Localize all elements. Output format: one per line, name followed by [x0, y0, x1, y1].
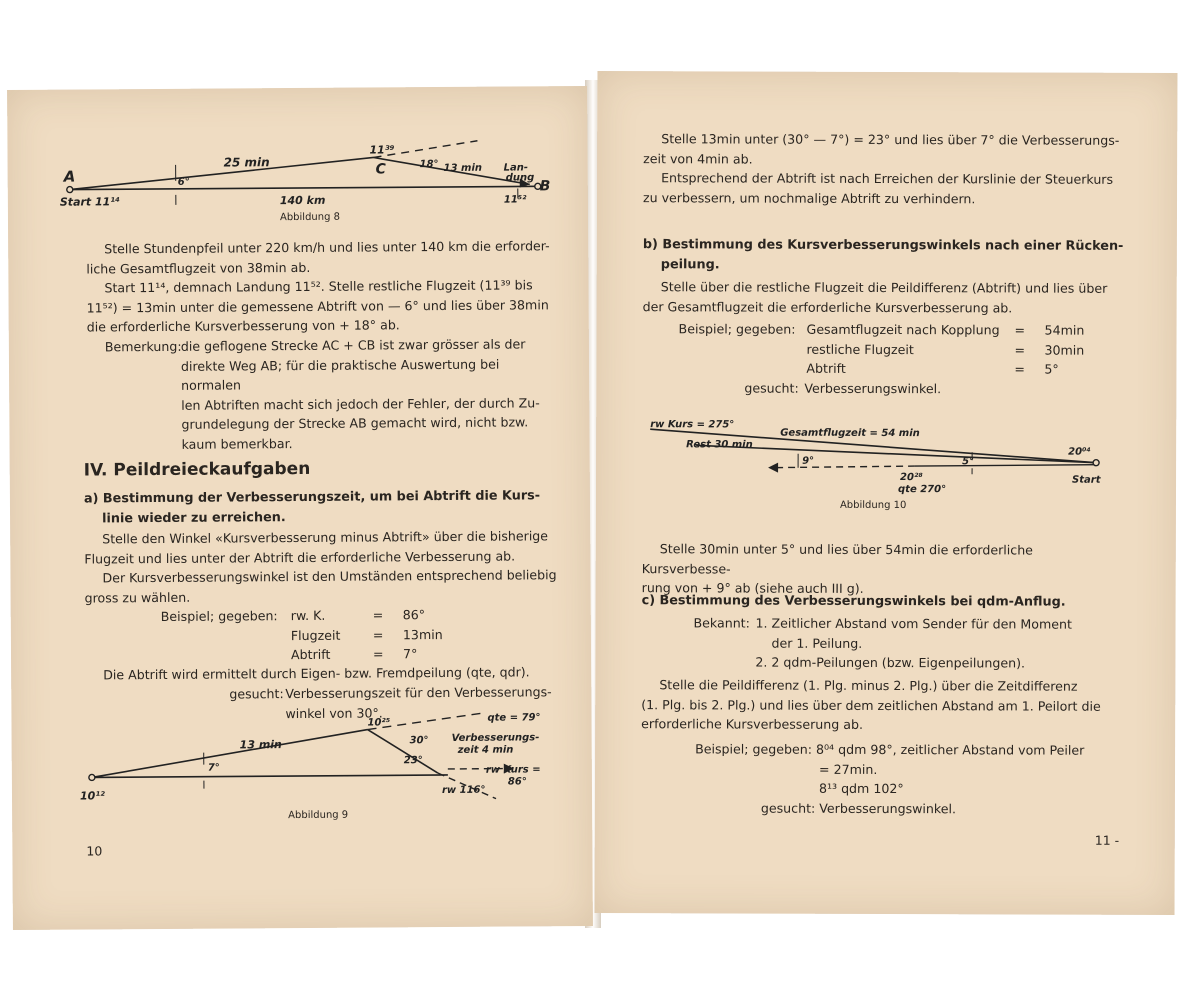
fig9-label-verb1: Verbesserungs-	[451, 732, 540, 744]
text-line: Stelle Stundenpfeil unter 220 km/h und lies unter 140 km die erforder-	[104, 238, 550, 257]
table-cell: Abtrift	[806, 360, 846, 376]
subsection-c-title: c) Bestimmung des Verbesserungswinkels bei qdm-Anflug.	[641, 593, 1066, 610]
section-title: IV. Peildreieckaufgaben	[83, 458, 311, 481]
fig9-label-rwkurs: rw Kurs =	[485, 764, 541, 776]
fig8-label-1152: 11⁵²	[503, 194, 527, 206]
fig9-label-1025: 10²⁵	[367, 717, 391, 729]
paragraph-a1	[84, 526, 564, 568]
fig8-label-25min: 25 min	[223, 155, 270, 170]
text-line: erforderliche Kursverbesserung ab.	[641, 716, 864, 732]
right-page	[595, 71, 1178, 915]
text-line: (1. Plg. bis 2. Plg.) und lies über dem zeitlichen Abstand am 1. Peilort die	[641, 696, 1101, 714]
text-line: rung von + 9° ab (siehe auch III g).	[641, 580, 864, 596]
text-line: 11⁵²) = 13min unter die gemessene Abtrift von — 6° und lies über 38min	[86, 296, 549, 315]
table-cell: Flugzeit	[290, 627, 341, 643]
fig10-label-2028: 20²⁸	[900, 472, 923, 484]
table-cell: rw. K.	[290, 607, 326, 624]
beispiel-table-right	[678, 319, 1104, 398]
table-cell: 86°	[402, 607, 426, 623]
text-line: Start 11¹⁴, demnach Landung 11⁵². Stelle restliche Flugzeit (11³⁹ bis	[104, 277, 533, 296]
text-line: Stelle 30min unter 5° und lies über 54min die erforderliche Kursverbesse-	[641, 541, 1033, 576]
text-line: zu verbessern, um nochmalige Abtrift zu verhindern.	[643, 189, 976, 206]
page-number-left: 10	[86, 843, 103, 859]
table-cell: Abtrift	[290, 646, 331, 663]
figure-8-caption: Abbildung 8	[279, 211, 341, 224]
text-line: winkel von 30°.	[285, 704, 383, 721]
text-line: Verbesserungszeit für den Verbesserungs-	[285, 684, 552, 702]
text-line: die erforderliche Kursverbesserung von + 18° ab.	[86, 317, 400, 335]
fig8-label-13min: 13 min	[443, 162, 483, 174]
fig8-label-6deg: 6°	[177, 176, 190, 188]
text-line: Stelle die Peildifferenz (1. Plg. minus 2. Plg.) über die Zeitdifferenz	[659, 677, 1078, 694]
fig9-label-verb2: zeit 4 min	[457, 744, 514, 756]
subsection-a-title	[84, 486, 564, 528]
gesucht-value: Verbesserungswinkel.	[804, 380, 942, 396]
paragraph-b2	[642, 539, 1122, 599]
fig9-label-23deg: 23°	[403, 755, 423, 767]
text-line: 1. Zeitlicher Abstand vom Sender für den Moment	[755, 615, 1072, 632]
fig9-label-30deg: 30°	[409, 735, 429, 747]
right-paragraph-top	[643, 129, 1123, 170]
fig10-label-5deg: 5°	[962, 456, 975, 468]
fig10-label-rwkurs: rw Kurs = 275°	[650, 419, 735, 431]
text-line: linie wieder zu erreichen.	[102, 509, 286, 526]
text-line: zeit von 4min ab.	[643, 150, 753, 167]
text-line: kaum bemerkbar.	[181, 435, 293, 452]
fig10-label-start: Start	[1072, 474, 1101, 486]
bekannt-label: Bekannt:	[693, 615, 750, 631]
bekannt-block	[693, 613, 1123, 673]
left-paragraph-1	[86, 236, 556, 278]
fig8-label-landung-1: Lan-	[503, 162, 529, 174]
text-line: len Abtriften macht sich jedoch der Fehler, der durch Zu-	[181, 394, 540, 413]
table-cell: =	[1014, 341, 1026, 357]
text-line: der 1. Peilung.	[771, 635, 863, 651]
text-line: 8¹³ qdm 102°	[818, 780, 904, 797]
table-cell: Gesamtflugzeit nach Kopplung	[806, 321, 1000, 338]
subsection-b-title	[643, 235, 1133, 276]
fig8-label-140km: 140 km	[279, 193, 326, 208]
fig9-label-13min: 13 min	[239, 738, 282, 752]
left-paragraph-2	[86, 275, 556, 337]
text-line: b) Bestimmung des Kursverbesserungswinkels nach einer Rücken-	[642, 237, 1124, 254]
table-cell: 30min	[1044, 342, 1085, 358]
paragraph-c	[641, 675, 1121, 735]
fig8-label-18deg: 18°	[419, 159, 439, 171]
bemerkung-block	[105, 334, 558, 454]
fig10-label-9deg: 9°	[802, 455, 815, 467]
text-line: = 27min.	[819, 761, 878, 777]
paragraph-b	[643, 277, 1123, 318]
beispiel-label: Beispiel; gegeben:	[160, 608, 278, 624]
text-line: peilung.	[660, 256, 720, 272]
table-cell: 7°	[402, 646, 418, 662]
text-line: gesucht: Verbesserungswinkel.	[760, 800, 957, 816]
paragraph-a2	[84, 565, 564, 607]
table-cell: =	[372, 607, 384, 623]
text-line: der Gesamtflugzeit die erforderliche Kursverbesserung ab.	[642, 298, 1013, 315]
text-line: Der Kursverbesserungswinkel ist den Umständen entsprechend beliebig	[102, 567, 557, 586]
fig9-label-86deg: 86°	[507, 776, 527, 788]
table-cell: =	[1014, 361, 1026, 377]
text-line: a) Bestimmung der Verbesserungszeit, um bei Abtrift die Kurs-	[83, 488, 541, 507]
figure-9-caption: Abbildung 9	[288, 809, 349, 822]
abtrift-line: Die Abtrift wird ermittelt durch Eigen- bzw. Fremdpeilung (qte, qdr).	[103, 664, 530, 683]
fig8-label-start: Start 11¹⁴	[59, 195, 120, 209]
table-cell: =	[372, 626, 384, 642]
right-paragraph-top-2	[643, 168, 1123, 209]
fig9-label-qte: qte = 79°	[487, 712, 541, 724]
text-line: die geflogene Strecke AC + CB ist zwar grösser als der	[180, 336, 526, 354]
gesucht-label: gesucht:	[744, 380, 799, 396]
beispiel-block-c	[695, 739, 1125, 819]
text-line: Stelle über die restliche Flugzeit die Peildifferenz (Abtrift) und lies über	[660, 279, 1108, 296]
fig8-label-c: C	[375, 161, 386, 178]
text-line: Entsprechend der Abtrift ist nach Erreichen der Kurslinie der Steuerkurs	[661, 170, 1114, 187]
text-line: Stelle 13min unter (30° — 7°) = 23° und lies über 7° die Verbesserungs-	[661, 131, 1120, 148]
table-cell: 54min	[1044, 322, 1085, 338]
text-line: Flugzeit und lies unter der Abtrift die erforderliche Verbesserung ab.	[84, 547, 516, 567]
fig8-label-b: B	[539, 178, 551, 195]
fig9-label-rw116: rw 116°	[441, 784, 486, 797]
fig8-label-a: A	[63, 167, 76, 186]
table-cell: =	[1014, 322, 1026, 338]
fig10-label-qte: qte 270°	[897, 484, 947, 496]
figure-10	[636, 417, 1126, 499]
fig10-label-rest: Rest 30 min	[686, 439, 753, 451]
text-line: Beispiel; gegeben: 8⁰⁴ qdm 98°, zeitlicher Abstand vom Peiler	[695, 741, 1085, 758]
table-cell: 5°	[1044, 361, 1059, 377]
fig8-label-landung-2: dung	[505, 172, 535, 184]
bemerkung-label: Bemerkung:	[104, 338, 182, 355]
table-cell: 13min	[402, 626, 443, 642]
text-line: gross zu wählen.	[84, 589, 191, 606]
fig9-label-1012: 10¹²	[79, 789, 106, 803]
fig9-label-7deg: 7°	[207, 762, 220, 774]
beispiel-label: Beispiel; gegeben:	[678, 321, 796, 337]
figure-10-caption: Abbildung 10	[839, 499, 907, 512]
fig10-label-2004: 20⁰⁴	[1068, 446, 1091, 458]
page-number-right: 11 -	[1094, 832, 1120, 848]
text-line: 2. 2 qdm-Peilungen (bzw. Eigenpeilungen).	[755, 654, 1026, 671]
text-line: Stelle den Winkel «Kursverbesserung minus Abtrift» über die bisherige	[102, 528, 549, 547]
text-line: liche Gesamtflugzeit von 38min ab.	[86, 259, 311, 276]
gesucht-label: gesucht:	[229, 686, 284, 702]
fig8-label-1139: 11³⁹	[369, 143, 395, 157]
beispiel-table-left	[161, 605, 463, 666]
left-page	[7, 86, 593, 930]
text-line: grundelegung der Strecke AB gemacht wird, nicht bzw.	[181, 414, 529, 432]
text-line: direkte Weg AB; für die praktische Auswertung bei normalen	[180, 356, 500, 393]
table-cell: =	[372, 646, 384, 662]
table-cell: restliche Flugzeit	[806, 341, 914, 357]
fig10-label-gesamt: Gesamtflugzeit = 54 min	[780, 427, 920, 440]
